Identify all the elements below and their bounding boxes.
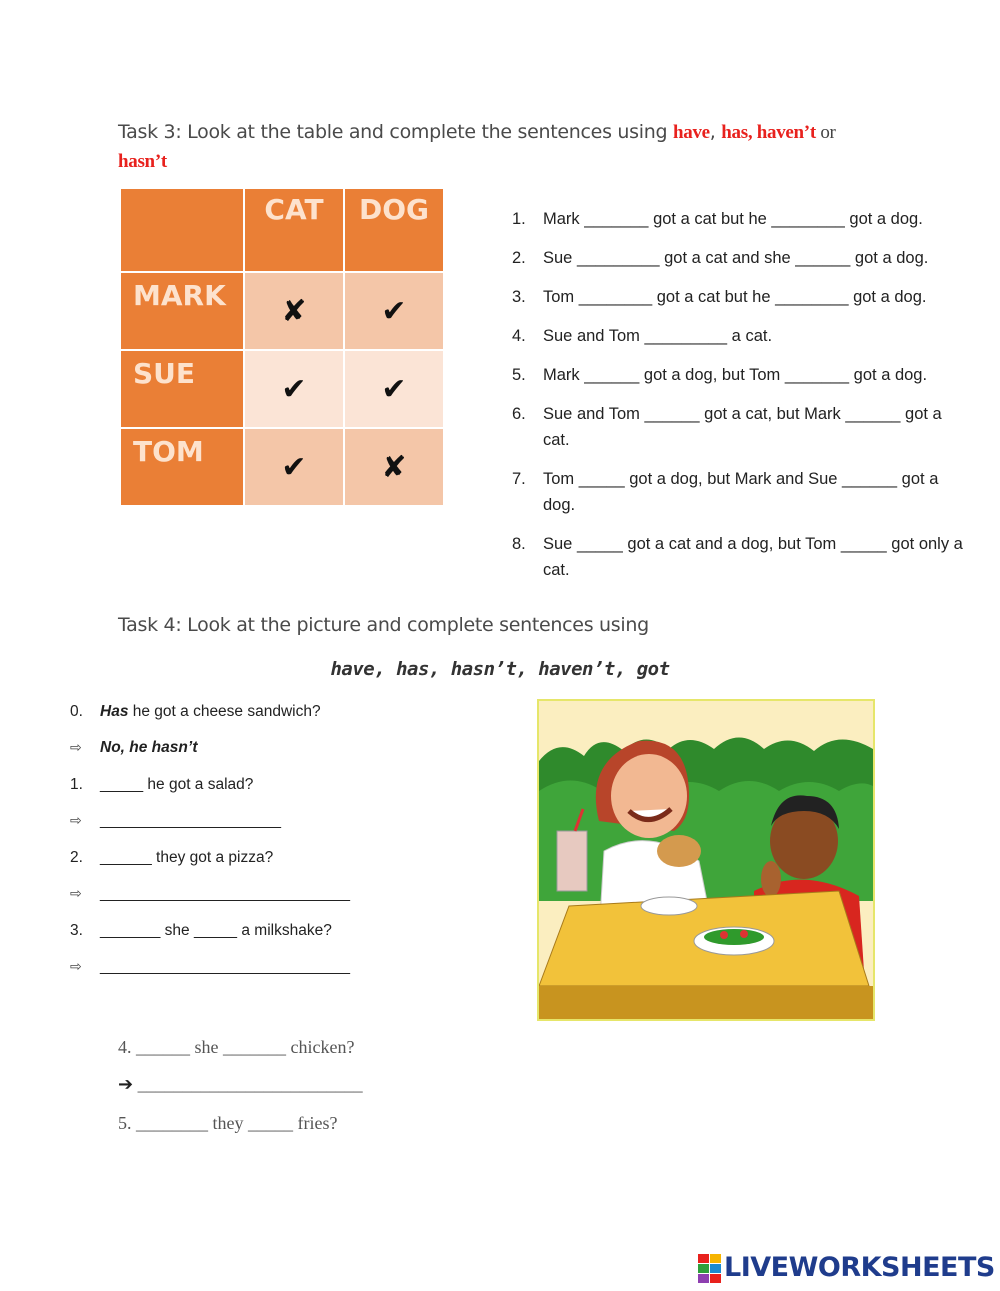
question-text: _____ he got a salad?: [100, 776, 254, 793]
tomato: [740, 930, 748, 938]
question-text: _______ she _____ a milkshake?: [100, 922, 332, 939]
bench: [539, 986, 873, 1019]
check-mark-icon: ✔: [344, 272, 444, 350]
row-header-sue: SUE: [120, 350, 244, 428]
word-or: or: [815, 122, 836, 143]
item-number: 5.: [512, 366, 526, 384]
plate: [641, 897, 697, 915]
question-1: [70, 776, 253, 794]
column-header-dog: DOG: [344, 188, 444, 272]
question-0: [70, 703, 321, 721]
row-header-tom: TOM: [120, 428, 244, 506]
list-item: [512, 401, 972, 453]
example-answer-word: Has: [100, 703, 129, 720]
list-item: [512, 245, 972, 271]
question-number: 1.: [70, 776, 83, 793]
example-answer: No, he hasn’t: [100, 739, 198, 756]
list-item: [512, 284, 972, 310]
comma: ,: [709, 121, 722, 143]
list-item: [512, 323, 972, 349]
check-mark-icon: ✔: [244, 428, 344, 506]
task4-heading: Task 4: Look at the picture and complete sentences using: [118, 614, 649, 636]
table-row: [120, 350, 444, 428]
sentence-text: Sue and Tom ______ got a cat, but Mark ______ got a cat.: [543, 405, 942, 449]
check-mark-icon: ✔: [244, 350, 344, 428]
item-number: 8.: [512, 535, 526, 553]
answer-4: [118, 1074, 363, 1095]
item-number: 1.: [512, 210, 526, 228]
logo-text: LIVEWORKSHEETS: [724, 1252, 995, 1283]
word-hasnt: hasn’t: [118, 151, 167, 172]
table-corner: [120, 188, 244, 272]
task3-heading: [118, 118, 878, 176]
chicken-leg: [761, 861, 781, 897]
answer-0: [70, 739, 198, 757]
sentence-text: Tom _____ got a dog, but Mark and Sue ______ got a dog.: [543, 470, 939, 514]
question-text: he got a cheese sandwich?: [128, 703, 321, 720]
task3-sentence-list: [512, 206, 972, 596]
task4-word-bank: have, has, hasn’t, haven’t, got: [330, 658, 670, 680]
answer-blank: _________________________: [137, 1074, 363, 1094]
milkshake-glass: [557, 831, 587, 891]
row-header-mark: MARK: [120, 272, 244, 350]
answer-2: [70, 885, 350, 903]
cross-mark-icon: ✘: [244, 272, 344, 350]
sentence-text: Sue _________ got a cat and she ______ got a dog.: [543, 249, 929, 267]
list-item: [512, 466, 972, 518]
words-has-havent: has, haven’t: [721, 122, 816, 143]
table-row: [120, 272, 444, 350]
question-number: 0.: [70, 703, 83, 720]
arrow-bold-icon: ➔: [118, 1074, 134, 1095]
answer-blank: _____________________________: [100, 885, 350, 902]
item-number: 6.: [512, 405, 526, 423]
sandwich: [657, 835, 701, 867]
question-5: 5. ________ they _____ fries?: [118, 1113, 338, 1133]
list-item: [512, 531, 972, 583]
cross-mark-icon: ✘: [344, 428, 444, 506]
check-mark-icon: ✔: [344, 350, 444, 428]
list-item: [512, 206, 972, 232]
answer-blank: _____________________: [100, 812, 282, 829]
answer-3: [70, 958, 350, 976]
arrow-outline-icon: ⇨: [70, 812, 82, 828]
sentence-text: Mark ______ got a dog, but Tom _______ got a dog.: [543, 366, 928, 384]
question-number: 3.: [70, 922, 83, 939]
pets-table: [119, 187, 445, 507]
arrow-outline-icon: ⇨: [70, 739, 82, 755]
question-4: 4. ______ she _______ chicken?: [118, 1037, 355, 1057]
task3-heading-prefix: Task 3: Look at the table and complete the sentences using: [118, 121, 673, 143]
table-row: [120, 428, 444, 506]
sentence-text: Sue _____ got a cat and a dog, but Tom _____ got only a cat.: [543, 535, 963, 579]
list-item: [512, 362, 972, 388]
liveworksheets-logo-icon: [698, 1254, 722, 1284]
answer-1: [70, 812, 281, 830]
question-2: [70, 849, 273, 867]
girl-face: [611, 754, 687, 838]
arrow-outline-icon: ⇨: [70, 885, 82, 901]
question-number: 2.: [70, 849, 83, 866]
item-number: 3.: [512, 288, 526, 306]
question-text: ______ they got a pizza?: [100, 849, 274, 866]
sentence-text: Sue and Tom _________ a cat.: [543, 327, 773, 345]
picnic-picture: [537, 699, 875, 1021]
tomato: [720, 931, 728, 939]
column-header-cat: CAT: [244, 188, 344, 272]
item-number: 7.: [512, 470, 526, 488]
salad: [704, 929, 764, 945]
item-number: 2.: [512, 249, 526, 267]
arrow-outline-icon: ⇨: [70, 958, 82, 974]
sentence-text: Mark _______ got a cat but he ________ got a dog.: [543, 210, 923, 228]
item-number: 4.: [512, 327, 526, 345]
table-header-row: [120, 188, 444, 272]
question-3: [70, 922, 332, 940]
word-have: have: [672, 122, 710, 143]
answer-blank: _____________________________: [100, 958, 350, 975]
sentence-text: Tom ________ got a cat but he ________ got a dog.: [543, 288, 927, 306]
